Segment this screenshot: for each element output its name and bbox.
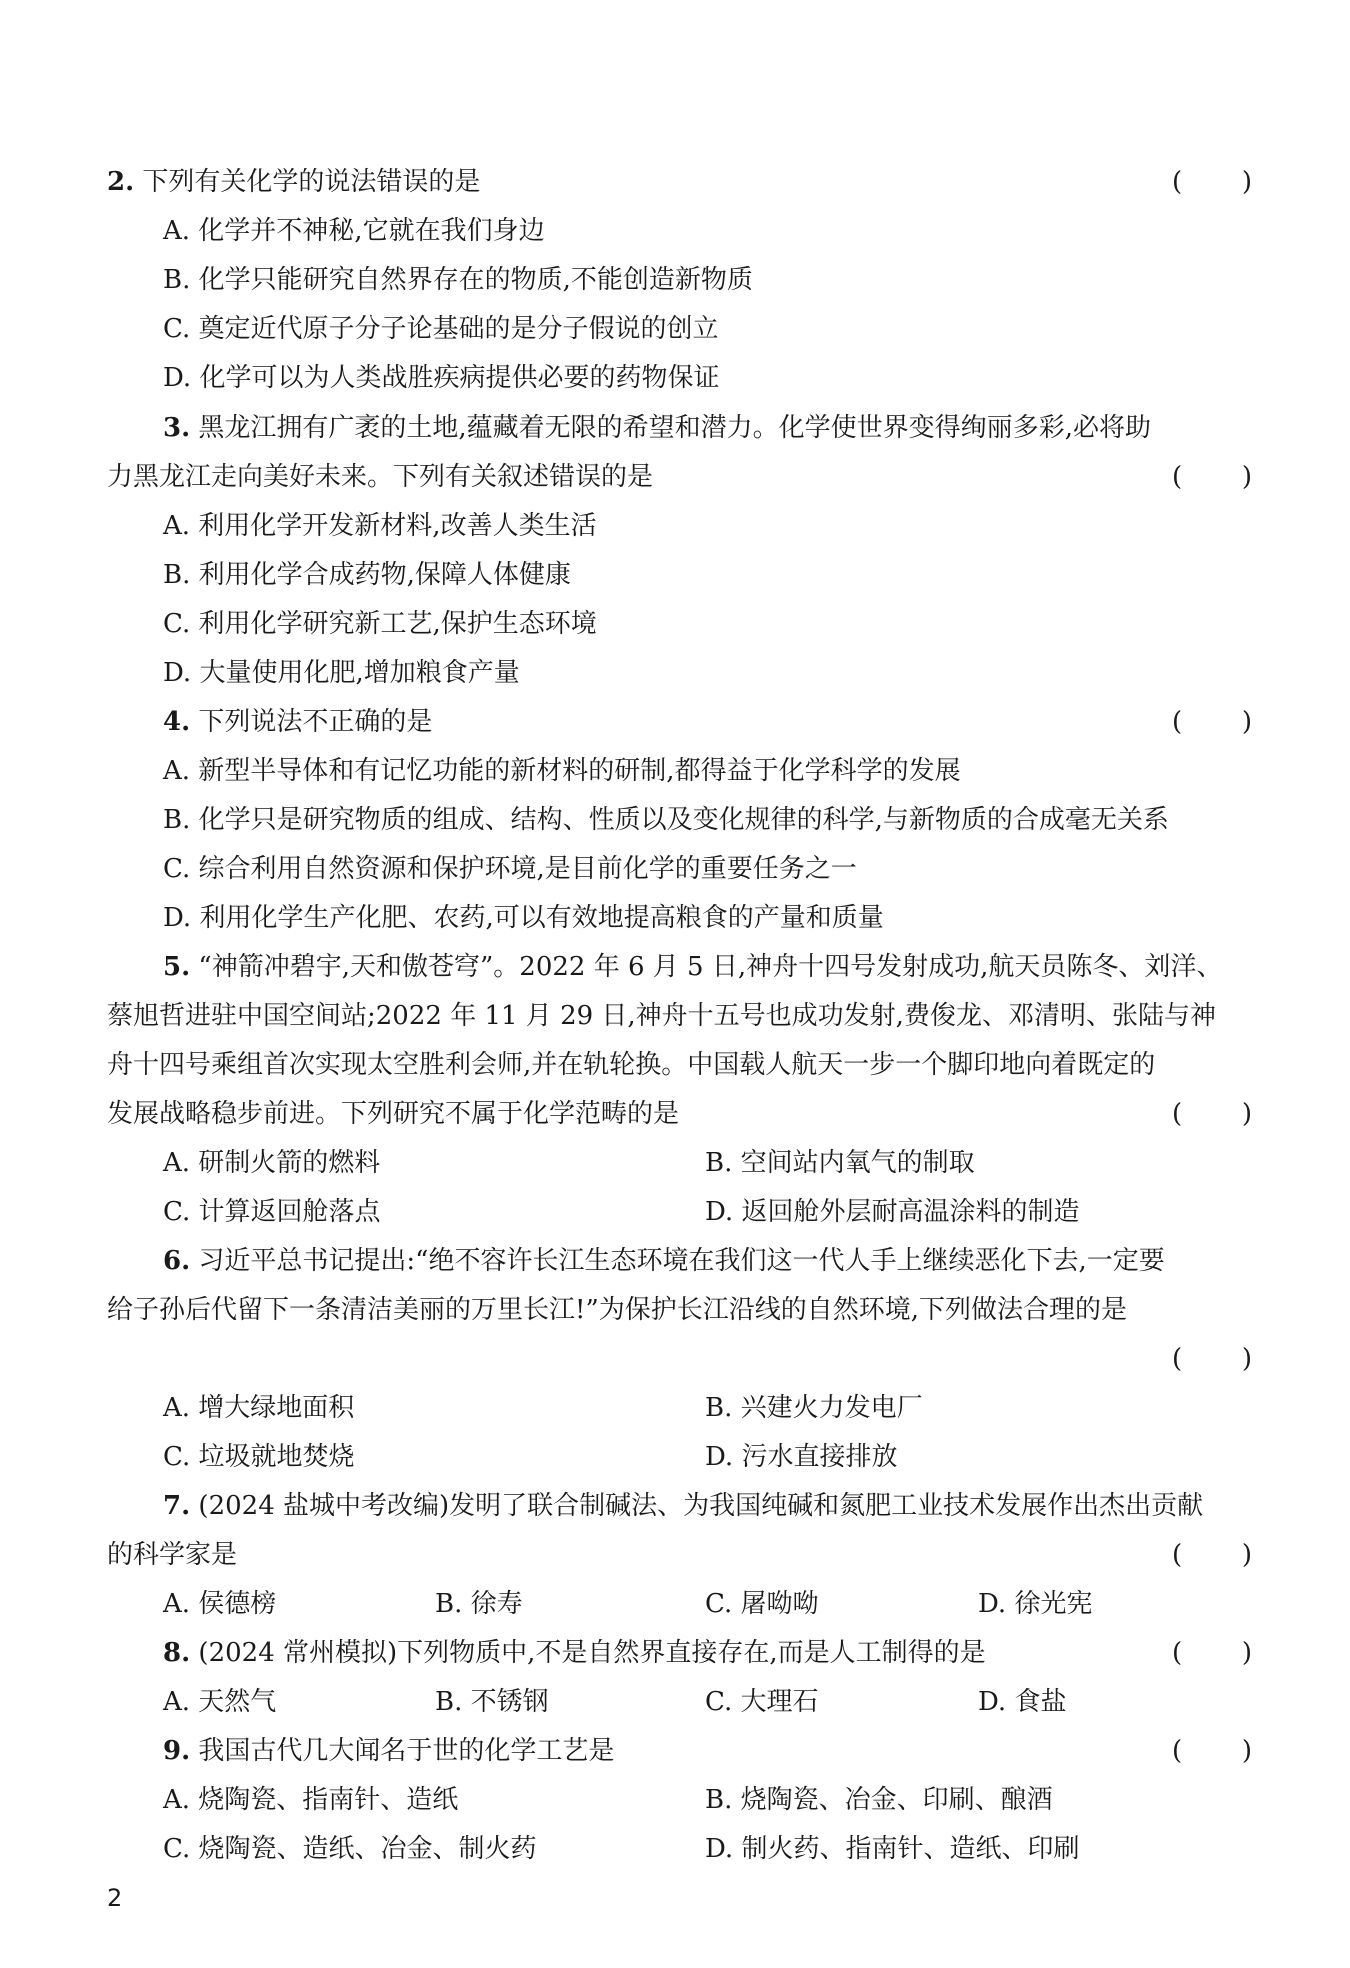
- answer-bracket: ( ): [1172, 462, 1252, 492]
- question-5-option-d: D. 返回舱外层耐高温涂料的制造: [705, 1197, 1080, 1227]
- question-text: 下列说法不正确的是: [198, 707, 433, 737]
- question-text: 我国古代几大闻名于世的化学工艺是: [198, 1736, 615, 1766]
- answer-bracket: ( ): [1172, 1540, 1252, 1570]
- question-9-stem: [163, 1727, 1252, 1776]
- question-6-option-d: D. 污水直接排放: [705, 1442, 898, 1472]
- question-6-options-row2: [163, 1433, 1308, 1482]
- answer-bracket: ( ): [1172, 1638, 1252, 1668]
- question-5-options-row2: [163, 1188, 1308, 1237]
- answer-bracket: ( ): [1172, 707, 1252, 737]
- question-text: 黑龙江拥有广袤的土地,蕴藏着无限的希望和潜力。化学使世界变得绚丽多彩,必将助: [198, 413, 1151, 443]
- question-6-option-c: C. 垃圾就地焚烧: [163, 1442, 355, 1472]
- question-3-option-d: D. 大量使用化肥,增加粮食产量: [163, 658, 520, 688]
- question-2-option-d: D. 化学可以为人类战胜疾病提供必要的药物保证: [163, 363, 720, 393]
- question-text: 的科学家是: [107, 1540, 238, 1570]
- question-text: 力黑龙江走向美好未来。下列有关叙述错误的是: [107, 462, 654, 492]
- question-5-stem-cont: [107, 1090, 1252, 1139]
- question-2-option-a: A. 化学并不神秘,它就在我们身边: [163, 216, 545, 246]
- question-5-option-a: A. 研制火箭的燃料: [163, 1148, 381, 1178]
- question-8-option-d: D. 食盐: [978, 1687, 1067, 1717]
- question-5-stem: [163, 943, 1252, 992]
- question-text: 习近平总书记提出:“绝不容许长江生态环境在我们这一代人手上继续恶化下去,一定要: [198, 1246, 1165, 1276]
- question-number: 2.: [107, 167, 135, 197]
- question-9-options-row2: [163, 1825, 1308, 1874]
- question-5-stem-cont: 蔡旭哲进驻中国空间站;2022 年 11 月 29 日,神舟十五号也成功发射,费俊龙、邓清明、张陆与神: [107, 1001, 1216, 1031]
- question-number: 5.: [163, 952, 191, 982]
- question-6-bracket-line: [107, 1335, 1252, 1384]
- question-text: (2024 常州模拟)下列物质中,不是自然界直接存在,而是人工制得的是: [198, 1638, 986, 1668]
- question-number: 7.: [163, 1491, 191, 1521]
- question-6-option-a: A. 增大绿地面积: [163, 1393, 355, 1423]
- question-5-option-c: C. 计算返回舱落点: [163, 1197, 381, 1227]
- question-4-option-c: C. 综合利用自然资源和保护环境,是目前化学的重要任务之一: [163, 854, 857, 884]
- question-number: 8.: [163, 1638, 191, 1668]
- question-8-stem: [163, 1629, 1252, 1678]
- question-5-option-b: B. 空间站内氧气的制取: [705, 1148, 975, 1178]
- question-9-option-b: B. 烧陶瓷、冶金、印刷、酿酒: [705, 1785, 1053, 1815]
- question-2-stem: [107, 158, 1252, 207]
- question-7-option-a: A. 侯德榜: [163, 1589, 277, 1619]
- question-2-option-c: C. 奠定近代原子分子论基础的是分子假说的创立: [163, 314, 719, 344]
- question-number: 9.: [163, 1736, 191, 1766]
- question-6-stem-cont: 给子孙后代留下一条清洁美丽的万里长江!”为保护长江沿线的自然环境,下列做法合理的是: [107, 1295, 1128, 1325]
- question-7-option-d: D. 徐光宪: [978, 1589, 1093, 1619]
- page-number: 2: [107, 1884, 123, 1912]
- question-8-option-c: C. 大理石: [705, 1687, 819, 1717]
- question-text: “神箭冲碧宇,天和傲苍穹”。2022 年 6 月 5 日,神舟十四号发射成功,航天员陈冬、刘洋、: [198, 952, 1223, 982]
- question-text: (2024 盐城中考改编)发明了联合制碱法、为我国纯碱和氮肥工业技术发展作出杰出贡献: [198, 1491, 1204, 1521]
- answer-bracket: ( ): [1172, 1344, 1252, 1374]
- question-5-options-row1: [163, 1139, 1308, 1188]
- question-2-option-b: B. 化学只能研究自然界存在的物质,不能创造新物质: [163, 265, 753, 295]
- question-4-option-a: A. 新型半导体和有记忆功能的新材料的研制,都得益于化学科学的发展: [163, 756, 961, 786]
- question-5-stem-cont: 舟十四号乘组首次实现太空胜利会师,并在轨轮换。中国载人航天一步一个脚印地向着既定的: [107, 1050, 1156, 1080]
- question-text: 发展战略稳步前进。下列研究不属于化学范畴的是: [107, 1099, 680, 1129]
- question-number: 6.: [163, 1246, 191, 1276]
- question-8-options: [163, 1678, 1308, 1727]
- answer-bracket: ( ): [1172, 1736, 1252, 1766]
- question-3-stem: [163, 404, 1252, 453]
- question-7-option-c: C. 屠呦呦: [705, 1589, 819, 1619]
- question-4-stem: [163, 698, 1252, 747]
- question-7-stem: [163, 1482, 1252, 1531]
- question-4-option-b: B. 化学只是研究物质的组成、结构、性质以及变化规律的科学,与新物质的合成毫无关系: [163, 805, 1169, 835]
- question-6-options-row1: [163, 1384, 1308, 1433]
- question-7-stem-cont: [107, 1531, 1252, 1580]
- question-number: 4.: [163, 707, 191, 737]
- question-6-stem: [163, 1237, 1252, 1286]
- question-6-option-b: B. 兴建火力发电厂: [705, 1393, 923, 1423]
- answer-bracket: ( ): [1172, 1099, 1252, 1129]
- question-text: 下列有关化学的说法错误的是: [142, 167, 481, 197]
- answer-bracket: ( ): [1172, 167, 1252, 197]
- question-4-option-d: D. 利用化学生产化肥、农药,可以有效地提高粮食的产量和质量: [163, 903, 884, 933]
- question-3-option-b: B. 利用化学合成药物,保障人体健康: [163, 560, 571, 590]
- question-8-option-a: A. 天然气: [163, 1687, 277, 1717]
- question-9-option-d: D. 制火药、指南针、造纸、印刷: [705, 1834, 1080, 1864]
- question-3-option-a: A. 利用化学开发新材料,改善人类生活: [163, 511, 597, 541]
- question-3-option-c: C. 利用化学研究新工艺,保护生态环境: [163, 609, 597, 639]
- question-8-option-b: B. 不锈钢: [435, 1687, 549, 1717]
- question-9-options-row1: [163, 1776, 1308, 1825]
- question-7-option-b: B. 徐寿: [435, 1589, 523, 1619]
- question-7-options: [163, 1580, 1308, 1629]
- question-9-option-c: C. 烧陶瓷、造纸、冶金、制火药: [163, 1834, 537, 1864]
- question-3-stem-cont: [107, 453, 1252, 502]
- question-9-option-a: A. 烧陶瓷、指南针、造纸: [163, 1785, 459, 1815]
- question-number: 3.: [163, 413, 191, 443]
